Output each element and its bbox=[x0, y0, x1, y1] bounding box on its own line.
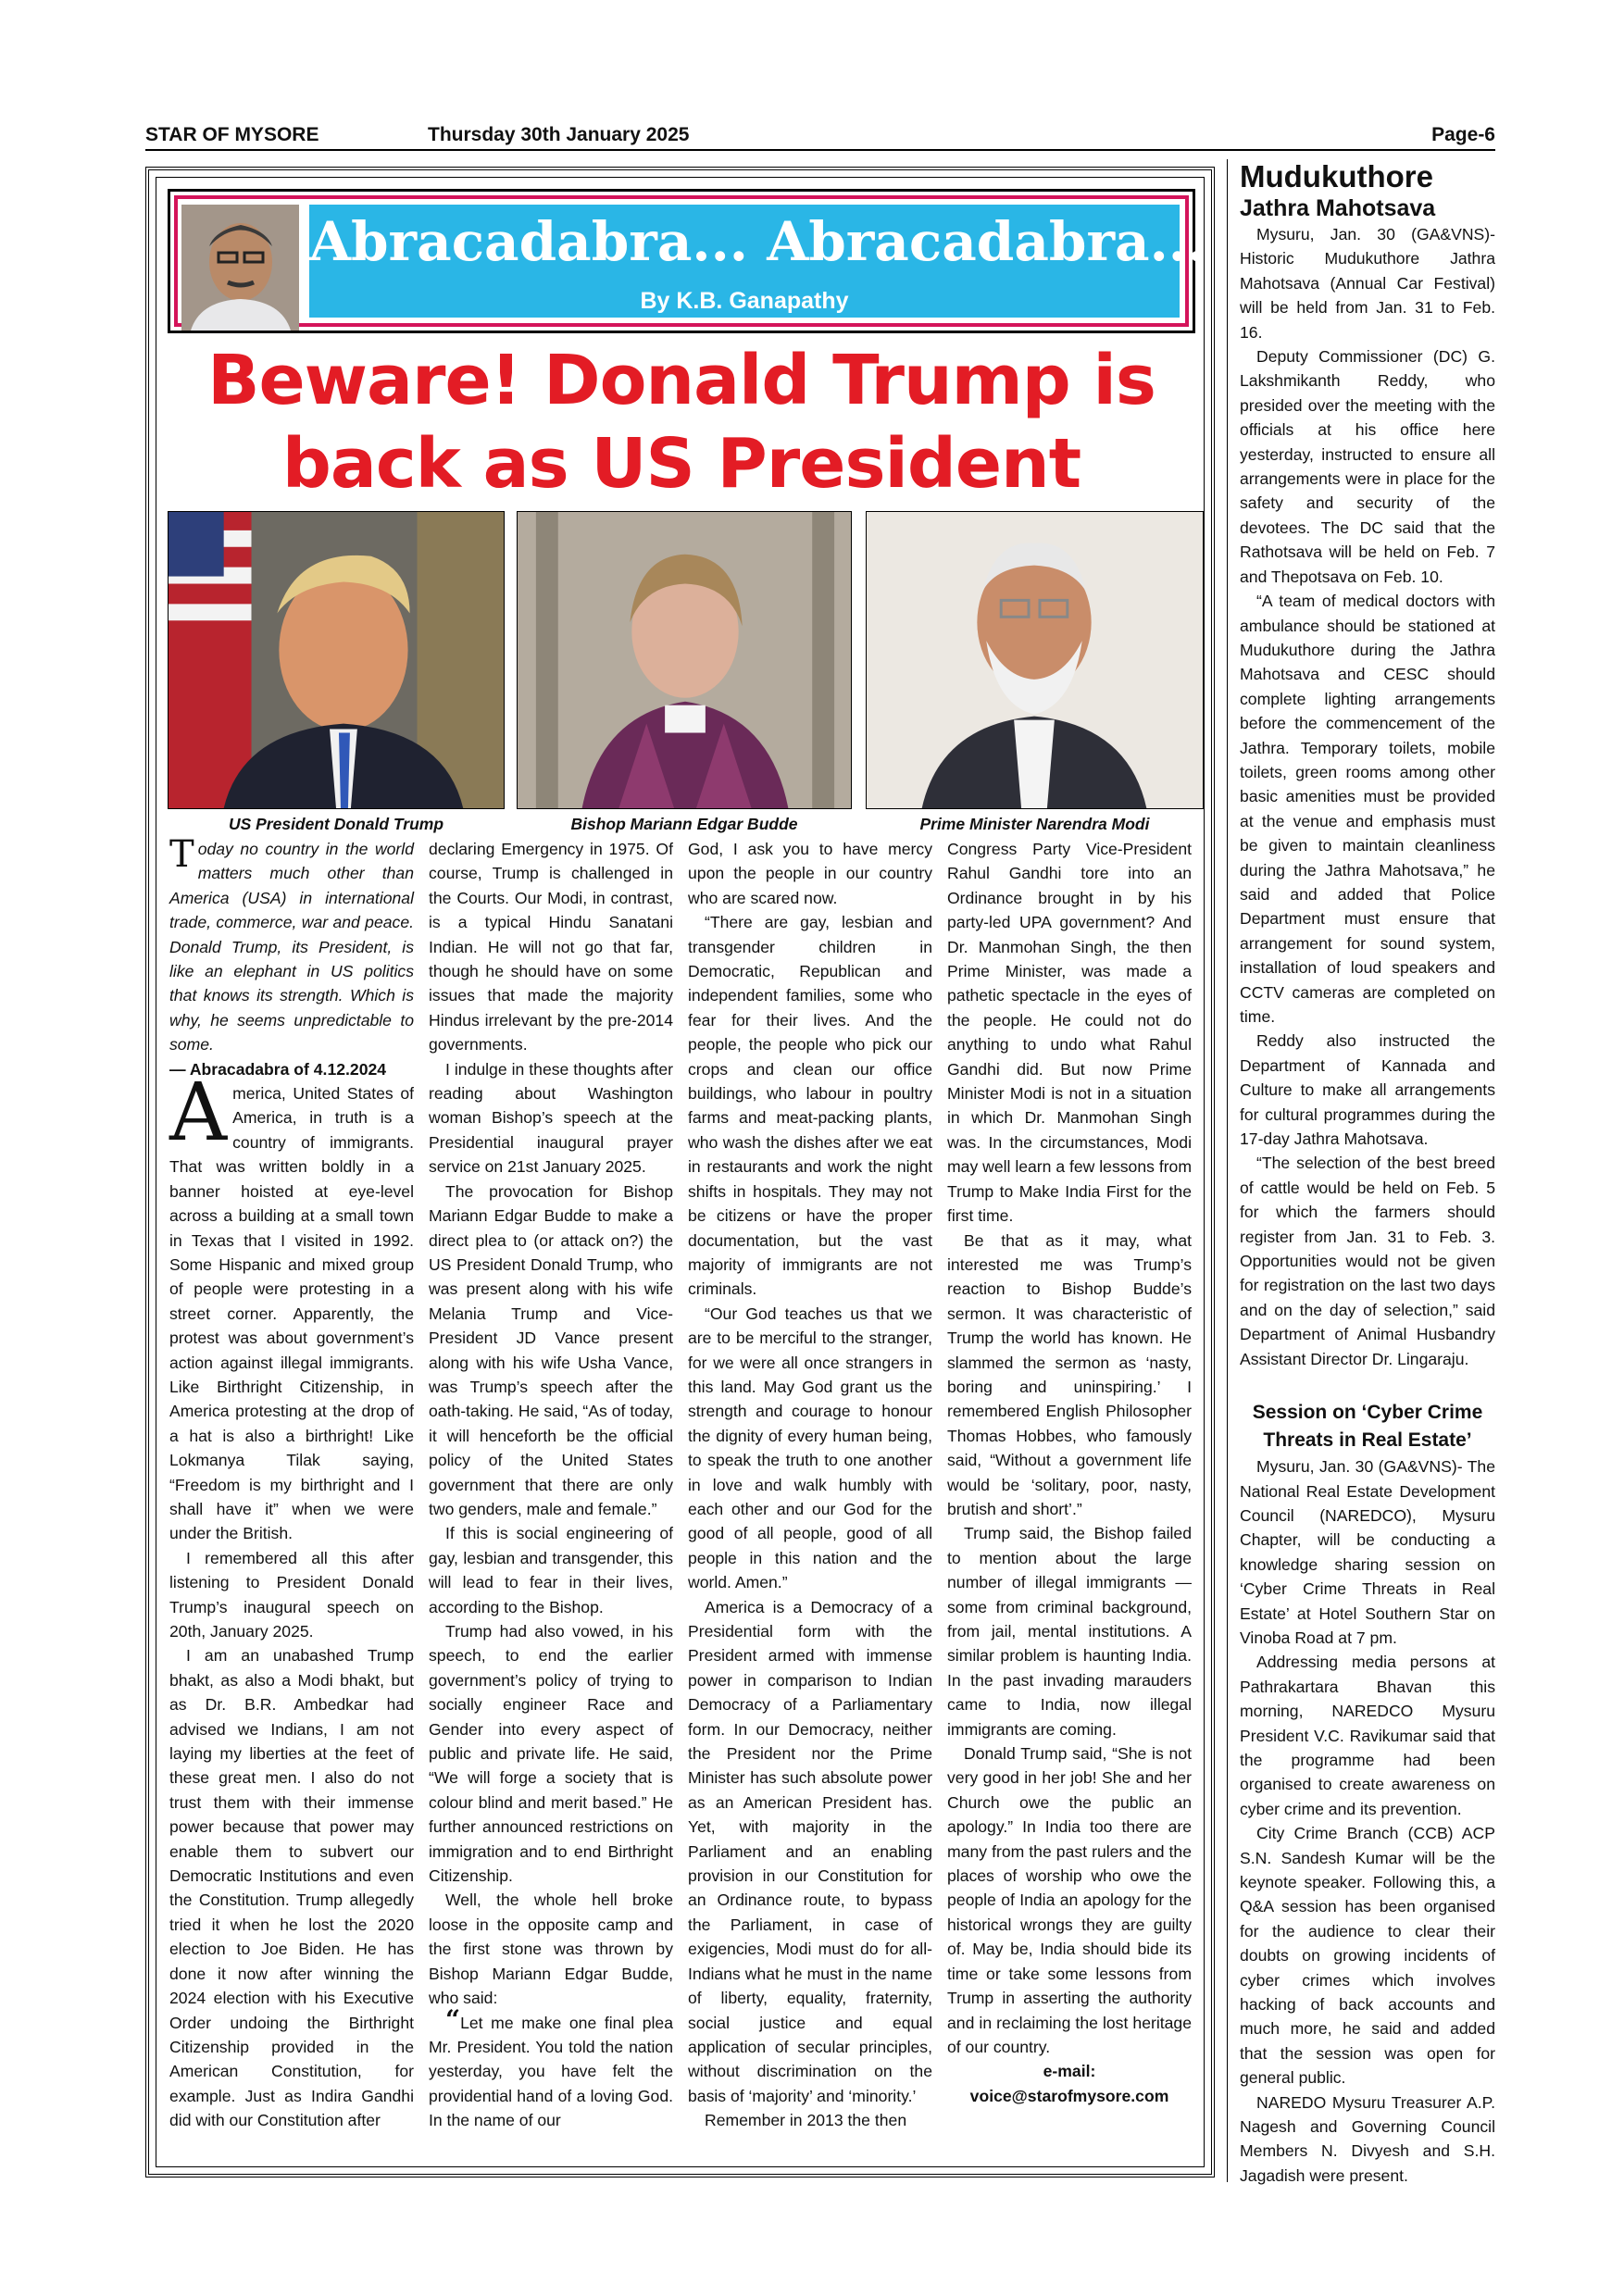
caption-budde: Bishop Mariann Edgar Budde bbox=[570, 815, 798, 833]
body-paragraph: I remembered all this after listening to President Donald Trump’s inaugural speech on 20th, January 2025. bbox=[169, 1548, 414, 1641]
body-paragraph: America, United States of America, in truth is a country of immigrants. That was written boldly in a banner hoisted at eye-level across a building at a small town in Texas that I visited in 1992. Some Hispanic and mixed group of people were protesting in a street corner. Apparently, the protest was about government’s action against illegal immigrants. Like Birthright Citizenship, in America protesting at the drop of a hat is also a birthright! Like Lokmanya Tilak saying, “Freedom is my birthright and I shall have it” when we were under the British. bbox=[169, 1067, 414, 1543]
side-paragraph: Addressing media persons at Pathrakartara Bhavan this morning, NAREDCO Mysuru President V.C. Ravikumar said that the programme had been organised to create awareness on cyber crime and its prevention. bbox=[1240, 1653, 1495, 1818]
article-column-4 bbox=[947, 837, 1192, 2108]
side-paragraph: Mysuru, Jan. 30 (GA&VNS)- The National Real Estate Development Council (NAREDCO), Mysuru Chapter, will be conducting a knowledge sharing session on ‘Cyber Crime Threats in Real Estate’ at Hotel Southern Star on Vinoba Road at 7 pm. bbox=[1240, 1457, 1495, 1647]
headline bbox=[168, 339, 1195, 505]
body-paragraph: Donald Trump said, “She is not very good in her job! She and her Church owe the public an apology.” In India too there are many from the past rulers and the places of worship who owe the people of India an apology for the historical wrongs they are guilty of. May be, India should bide its time or take some lessons from Trump in asserting the authority and in reclaiming the lost heritage of our country. bbox=[947, 1744, 1192, 2056]
side-column-rule bbox=[1227, 159, 1228, 2182]
email-address[interactable]: voice@starofmysore.com bbox=[969, 2086, 1169, 2105]
article-column-1 bbox=[169, 833, 414, 2133]
body-paragraph: declaring Emergency in 1975. Of course, Trump is challenged in the Courts. Our Modi, in contrast, is a typical Hindu Sanatani Indian. He will not go that far, though he should have on some issues that made the majority Hindus irrelevant by the pre-2014 governments. bbox=[429, 840, 673, 1054]
page-header bbox=[145, 120, 1495, 152]
side-column bbox=[1240, 159, 1495, 2188]
column-banner bbox=[168, 189, 1206, 333]
page-number: Page-6 bbox=[1431, 124, 1495, 145]
body-paragraph: Well, the whole hell broke loose in the opposite camp and the first stone was thrown by Bishop Mariann Edgar Budde, who said: bbox=[429, 1890, 673, 2008]
side-paragraph: Reddy also instructed the Department of Kannada and Culture to make all arrangements for cultural programmes during the 17-day Jathra Mahotsava. bbox=[1240, 1031, 1495, 1149]
caption-modi: Prime Minister Narendra Modi bbox=[919, 815, 1150, 833]
issue-date: Thursday 30th January 2025 bbox=[428, 124, 690, 145]
intro-paragraph: Today no country in the world matters much other than America (USA) in international trade, commerce, war and peace. Donald Trump, its President, is like an elephant in US politics that knows its strength. Which is why, he seems unpredictable to some. bbox=[169, 833, 414, 1054]
body-paragraph: “There are gay, lesbian and transgender children in Democratic, Republican and independent families, some who fear for their lives. And the people, the people who pick our crops and clean our office buildings, who labour in poultry farms and meat-packing plants, who wash the dishes after we eat in restaurants and work the night shifts in hospitals. They may not be citizens or have the proper documentation, but the vast majority of immigrants are not criminals. bbox=[688, 913, 932, 1299]
photo-narendra-modi bbox=[866, 511, 1204, 809]
body-paragraph: “Our God teaches us that we are to be merciful to the stranger, for we were all once strangers in this land. May God grant us the strength and courage to honour the dignity of every human being, to speak the truth to one another in love and walk humbly with each other and our God for the good of all people, good of all people in this nation and the world. Amen.” bbox=[688, 1304, 932, 1592]
photo-donald-trump bbox=[168, 511, 505, 809]
headline-line-2: back as US President bbox=[281, 424, 1081, 504]
main-article-box bbox=[145, 167, 1215, 2177]
drop-cap-a: A bbox=[169, 1067, 228, 1160]
columnist-portrait bbox=[181, 205, 299, 331]
body-paragraph: If this is social engineering of gay, lesbian and transgender, this will lead to fear in their lives, according to the Bishop. bbox=[429, 1524, 673, 1616]
side-story-1-title: Mudukuthore bbox=[1240, 159, 1433, 193]
photo-bishop-budde bbox=[517, 511, 852, 809]
caption-trump: US President Donald Trump bbox=[228, 815, 444, 833]
header-rule bbox=[145, 149, 1495, 151]
newspaper-name: STAR OF MYSORE bbox=[145, 124, 319, 145]
body-paragraph: Remember in 2013 the then bbox=[705, 2111, 907, 2130]
intro-attribution: — Abracadabra of 4.12.2024 bbox=[169, 1059, 387, 1079]
side-story-2-title: Session on ‘Cyber Crime Threats in Real Estate’ bbox=[1252, 1402, 1483, 1452]
side-paragraph: NAREDO Mysuru Treasurer A.P. Nagesh and Governing Council Members N. Divyesh and S.H. Jagadish were present. bbox=[1240, 2092, 1495, 2185]
article-column-3 bbox=[688, 837, 932, 2133]
body-paragraph: Trump had also vowed, in his speech, to end the earlier government’s policy of trying to socially engineer Race and Gender into every aspect of public and private life. He said, “We will forge a society that is colour blind and merit based.” He further announced restrictions on immigration and to end Birthright Citizenship. bbox=[429, 1622, 673, 1886]
side-story-1-subtitle: Jathra Mahotsava bbox=[1240, 195, 1436, 221]
body-paragraph: The provocation for Bishop Mariann Edgar Budde to make a direct plea to (or attack on?) the US President Donald Trump, who was present along with his wife Melania Trump and Vice-President JD Vance present along with his wife Usha Vance, was Trump’s speech after the oath-taking. He said, “As of today, it will henceforth be the official policy of the United States government that there are only two genders, male and female.” bbox=[429, 1181, 673, 1518]
body-paragraph: God, I ask you to have mercy upon the people in our country who are scared now. bbox=[688, 840, 932, 907]
banner-border bbox=[174, 195, 1206, 327]
byline: By K.B. Ganapathy bbox=[640, 288, 849, 314]
banner-title-panel bbox=[309, 205, 1206, 318]
column-title: Abracadabra... Abracadabra... bbox=[309, 210, 1206, 273]
side-paragraph: City Crime Branch (CCB) ACP S.N. Sandesh Kumar will be the keynote speaker. Following this, a Q&A session has been organised for the audience to clear their doubts on growing incidents of cyber crimes which involves hacking of back accounts and much more, he said and added that the session was open for general public. bbox=[1240, 1824, 1495, 2088]
side-paragraph: “The selection of the best breed of cattle would be held on Feb. 5 for which the farmers should register from Jan. 31 to Feb. 3. Opportunities would not be given for registration on the last two days and on the day of selection,” said Department of Animal Husbandry Assistant Director Dr. Lingaraju. bbox=[1240, 1154, 1495, 1368]
email-label: e-mail: bbox=[1043, 2062, 1096, 2081]
side-paragraph: Mysuru, Jan. 30 (GA&VNS)- Historic Mudukuthore Jathra Mahotsava (Annual Car Festival) will be held from Jan. 31 to Feb. 16. bbox=[1240, 225, 1495, 342]
drop-cap-t: T bbox=[169, 833, 194, 876]
headline-line-1: Beware! Donald Trump is bbox=[207, 341, 1156, 420]
body-paragraph: I am an unabashed Trump bhakt, as also a Modi bhakt, but as Dr. B.R. Ambedkar had advised we Indians, I am not laying my liberties at the feet of these great men. I also do not trust them with their immense power because that power may enable them to subvert our Democratic Institutions and even the Constitution. Trump allegedly tried it when he lost the 2020 election to Joe Biden. He has done it now after winning the 2024 election with his Executive Order undoing the Birthright Citizenship provided in the American Constitution, for example. Just as Indira Gandhi did with our Constitution after bbox=[169, 1646, 414, 2130]
open-quote-icon: “ bbox=[445, 2003, 461, 2035]
body-paragraph: Trump said, the Bishop failed to mention about the large number of illegal immigrants — some from criminal background, from jail, mental institutions. A similar problem is haunting India. In the past invading marauders came to India, now illegal immigrants are coming. bbox=[947, 1524, 1192, 1739]
body-paragraph: Be that as it may, what interested me was Trump’s reaction to Bishop Budde’s sermon. It was characteristic of Trump the world has known. He slammed the sermon as ‘nasty, boring and uninspiring.’ I remembered English Philosopher Thomas Hobbes, who famously said, “Without a government life would be ‘solitary, poor, nasty, brutish and short’.” bbox=[947, 1230, 1192, 1518]
article-column-2 bbox=[429, 837, 673, 2133]
body-paragraph: I indulge in these thoughts after reading about Washington woman Bishop’s speech at the Presidential inaugural prayer service on 21st January 2025. bbox=[429, 1059, 673, 1177]
body-paragraph: America is a Democracy of a Presidential form with the President armed with immense power in comparison to Indian Democracy of a Parliamentary form. In our Democracy, neither the President nor the Prime Minister has such absolute power as an American President has. Yet, with majority in the Parliament and an enabling provision in our Constitution for an Ordinance route, to bypass the Parliament, in case of exigencies, Modi must do for all-Indians what he must in the name of liberty, equality, fraternity, social justice and equal application of secular principles, without discrimination on the basis of ‘majority’ and ‘minority.’ bbox=[688, 1597, 932, 2105]
body-paragraph: Congress Party Vice-President Rahul Gandhi tore into an Ordinance brought in by his party-led UPA government? And Dr. Manmohan Singh, the then Prime Minister, was made a pathetic spectacle in the eyes of the people. He could not do anything to undo what Rahul Gandhi did. But now Prime Minister Modi is not in a situation in which Dr. Manmohan Singh was. In the circumstances, Modi may well learn a few lessons from Trump to Make India First for the first time. bbox=[947, 840, 1193, 1226]
quote-paragraph: “Let me make one final plea Mr. President. You told the nation yesterday, you have felt the providential hand of a loving God. In the name of our bbox=[429, 2003, 673, 2130]
side-paragraph: “A team of medical doctors with ambulance should be stationed at Mudukuthore during the Jathra Mahotsava and CESC should complete lighting arrangements before the commencement of the Jathra. Temporary toilets, mobile toilets, green rooms among other basic amenities must be provided at the venue and emphasis must be given to maintain cleanliness during the Jathra Mahotsava,” he said and added that Police Department must ensure that arrangement for sound system, installation of loud speakers and CCTV cameras are completed on time. bbox=[1240, 592, 1495, 1026]
side-paragraph: Deputy Commissioner (DC) G. Lakshmikanth Reddy, who presided over the meeting with the officials at his office here yesterday, instructed to ensure all arrangements were in place for the safety and security of the devotees. The DC said that the Rathotsava will be held on Feb. 7 and Thepotsava on Feb. 10. bbox=[1240, 347, 1495, 586]
